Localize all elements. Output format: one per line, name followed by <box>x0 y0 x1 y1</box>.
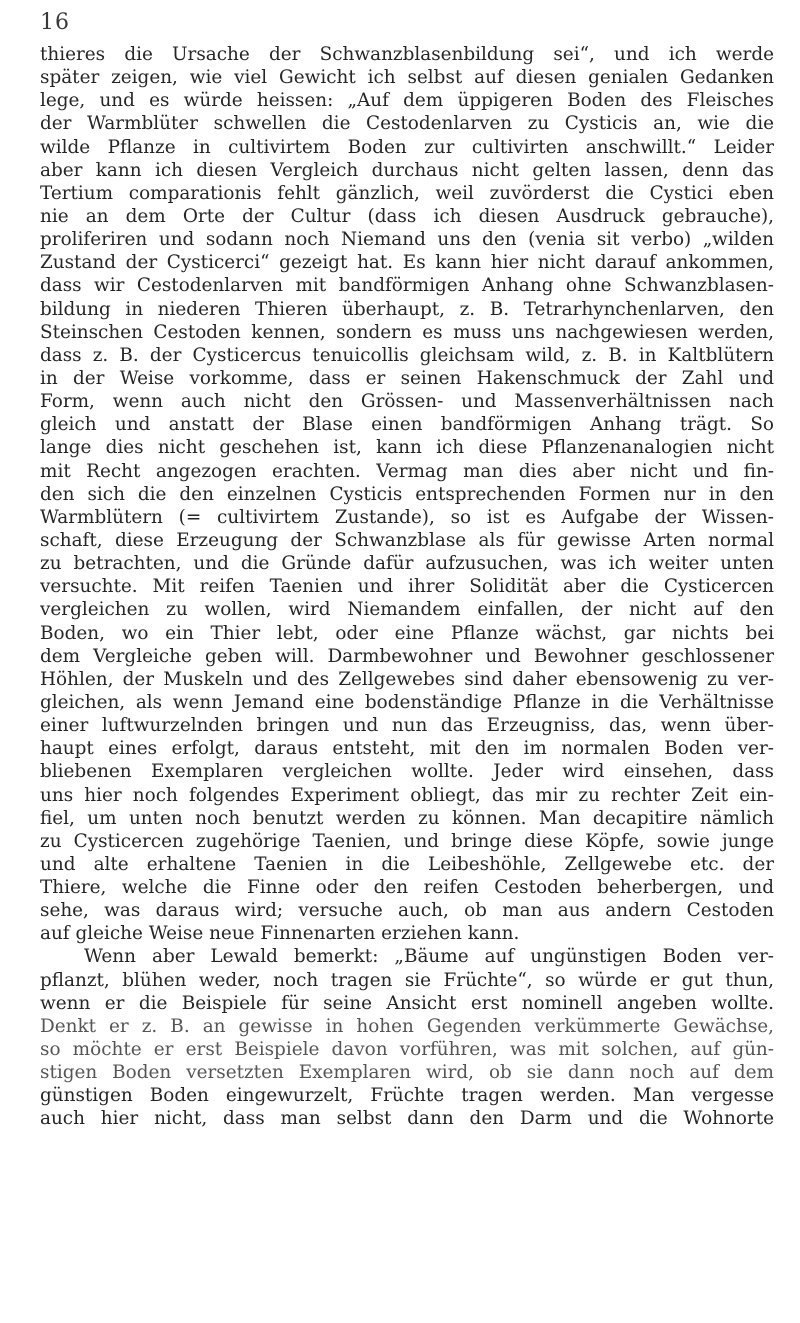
text-line: Form, wenn auch nicht den Grössen- und Massenverhältnissen nach <box>40 391 774 413</box>
text-line: zu betrachten, und die Gründe dafür aufzusuchen, was ich weiter unten <box>40 553 774 575</box>
text-line: Warmblütern (= cultivirtem Zustande), so ist es Aufgabe der Wissen- <box>40 506 774 528</box>
text-line: mit Recht angezogen erachten. Vermag man dies aber nicht und fin- <box>40 460 774 482</box>
text-line: zu Cysticercen zugehörige Taenien, und bringe diese Köpfe, sowie junge <box>40 830 774 852</box>
text-line: nie an dem Orte der Cultur (dass ich diesen Ausdruck gebrauche), <box>40 205 774 227</box>
text-line: Thiere, welche die Finne oder den reifen Cestoden beherbergen, und <box>40 877 774 899</box>
text-line: fiel, um unten noch benutzt werden zu können. Man decapitire nämlich <box>40 807 774 829</box>
text-line: haupt eines erfolgt, daraus entsteht, mit den im normalen Boden ver- <box>40 738 774 760</box>
text-line: so möchte er erst Beispiele davon vorführen, was mit solchen, auf gün- <box>40 1039 774 1061</box>
text-line: thieres die Ursache der Schwanzblasenbildung sei“, und ich werde <box>40 44 774 65</box>
text-line: versuchte. Mit reifen Taenien und ihrer Solidität aber die Cysticercen <box>40 576 774 598</box>
text-line: dass wir Cestodenlarven mit bandförmigen Anhang ohne Schwanzblasen- <box>40 275 774 297</box>
text-line: und alte erhaltene Taenien in die Leibeshöhle, Zellgewebe etc. der <box>40 853 774 875</box>
text-line: der Warmblüter schwellen die Cestodenlarven zu Cysticis an, wie die <box>40 113 774 135</box>
text-line: dass z. B. der Cysticercus tenuicollis gleichsam wild, z. B. in Kaltblütern <box>40 344 774 366</box>
text-line: gleich und anstatt der Blase einen bandförmigen Anhang trägt. So <box>40 414 774 436</box>
paragraph-start-line: Wenn aber Lewald bemerkt: „Bäume auf ungünstigen Boden ver- <box>84 946 774 968</box>
text-line: Steinschen Cestoden kennen, sondern es muss uns nachgewiesen werden, <box>40 321 774 343</box>
text-line: Höhlen, der Muskeln und des Zellgewebes sind daher ebensowenig zu ver- <box>40 668 774 690</box>
text-line: in der Weise vorkomme, dass er seinen Hakenschmuck der Zahl und <box>40 367 774 389</box>
text-line: später zeigen, wie viel Gewicht ich selbst auf diesen genialen Gedanken <box>40 67 774 89</box>
text-line: Tertium comparationis fehlt gänzlich, weil zuvörderst die Cystici eben <box>40 182 774 204</box>
text-line: bliebenen Exemplaren vergleichen wollte. Jeder wird einsehen, dass <box>40 761 774 783</box>
text-line: stigen Boden versetzten Exemplaren wird, ob sie dann noch auf dem <box>40 1062 774 1084</box>
text-line: auf gleiche Weise neue Finnenarten erziehen kann. <box>40 923 520 945</box>
text-line: gleichen, als wenn Jemand eine bodenständige Pflanze in die Verhältnisse <box>40 691 774 713</box>
text-line: Boden, wo ein Thier lebt, oder eine Pflanze wächst, gar nichts bei <box>40 622 774 644</box>
text-line: lange dies nicht geschehen ist, kann ich diese Pflanzenanalogien nicht <box>40 437 774 459</box>
text-line: einer luftwurzelnden bringen und nun das Erzeugniss, das, wenn über- <box>40 715 774 737</box>
text-line: Denkt er z. B. an gewisse in hohen Gegenden verkümmerte Gewächse, <box>40 1015 774 1037</box>
text-line: dem Vergleiche geben will. Darmbewohner und Bewohner geschlossener <box>40 645 774 667</box>
text-line: vergleichen zu wollen, wird Niemandem einfallen, der nicht auf den <box>40 599 774 621</box>
body-text <box>40 43 774 1131</box>
text-line: wenn er die Beispiele für seine Ansicht erst nominell angeben wollte. <box>40 992 774 1014</box>
text-line: günstigen Boden eingewurzelt, Früchte tragen werden. Man vergesse <box>40 1085 774 1107</box>
text-line: lege, und es würde heissen: „Auf dem üppigeren Boden des Fleisches <box>40 90 774 112</box>
text-line: auch hier nicht, dass man selbst dann den Darm und die Wohnorte <box>40 1108 774 1130</box>
text-line: wilde Pflanze in cultivirtem Boden zur cultivirten anschwillt.“ Leider <box>40 136 774 158</box>
text-line: uns hier noch folgendes Experiment obliegt, das mir zu rechter Zeit ein- <box>40 784 774 806</box>
text-line: proliferiren und sodann noch Niemand uns den (venia sit verbo) „wilden <box>40 229 774 251</box>
text-line: bildung in niederen Thieren überhaupt, z. B. Tetrarhynchenlarven, den <box>40 298 774 320</box>
text-line: sehe, was daraus wird; versuche auch, ob man aus andern Cestoden <box>40 900 774 922</box>
text-line: pflanzt, blühen weder, noch tragen sie Früchte“, so würde er gut thun, <box>40 969 774 991</box>
page-number: 16 <box>40 10 70 35</box>
text-line: aber kann ich diesen Vergleich durchaus nicht gelten lassen, denn das <box>40 159 774 181</box>
text-line: Zustand der Cysticerci“ gezeigt hat. Es kann hier nicht darauf ankommen, <box>40 252 774 274</box>
text-line: schaft, diese Erzeugung der Schwanzblase als für gewisse Arten normal <box>40 529 774 551</box>
text-line: den sich die den einzelnen Cysticis entsprechenden Formen nur in den <box>40 483 774 505</box>
